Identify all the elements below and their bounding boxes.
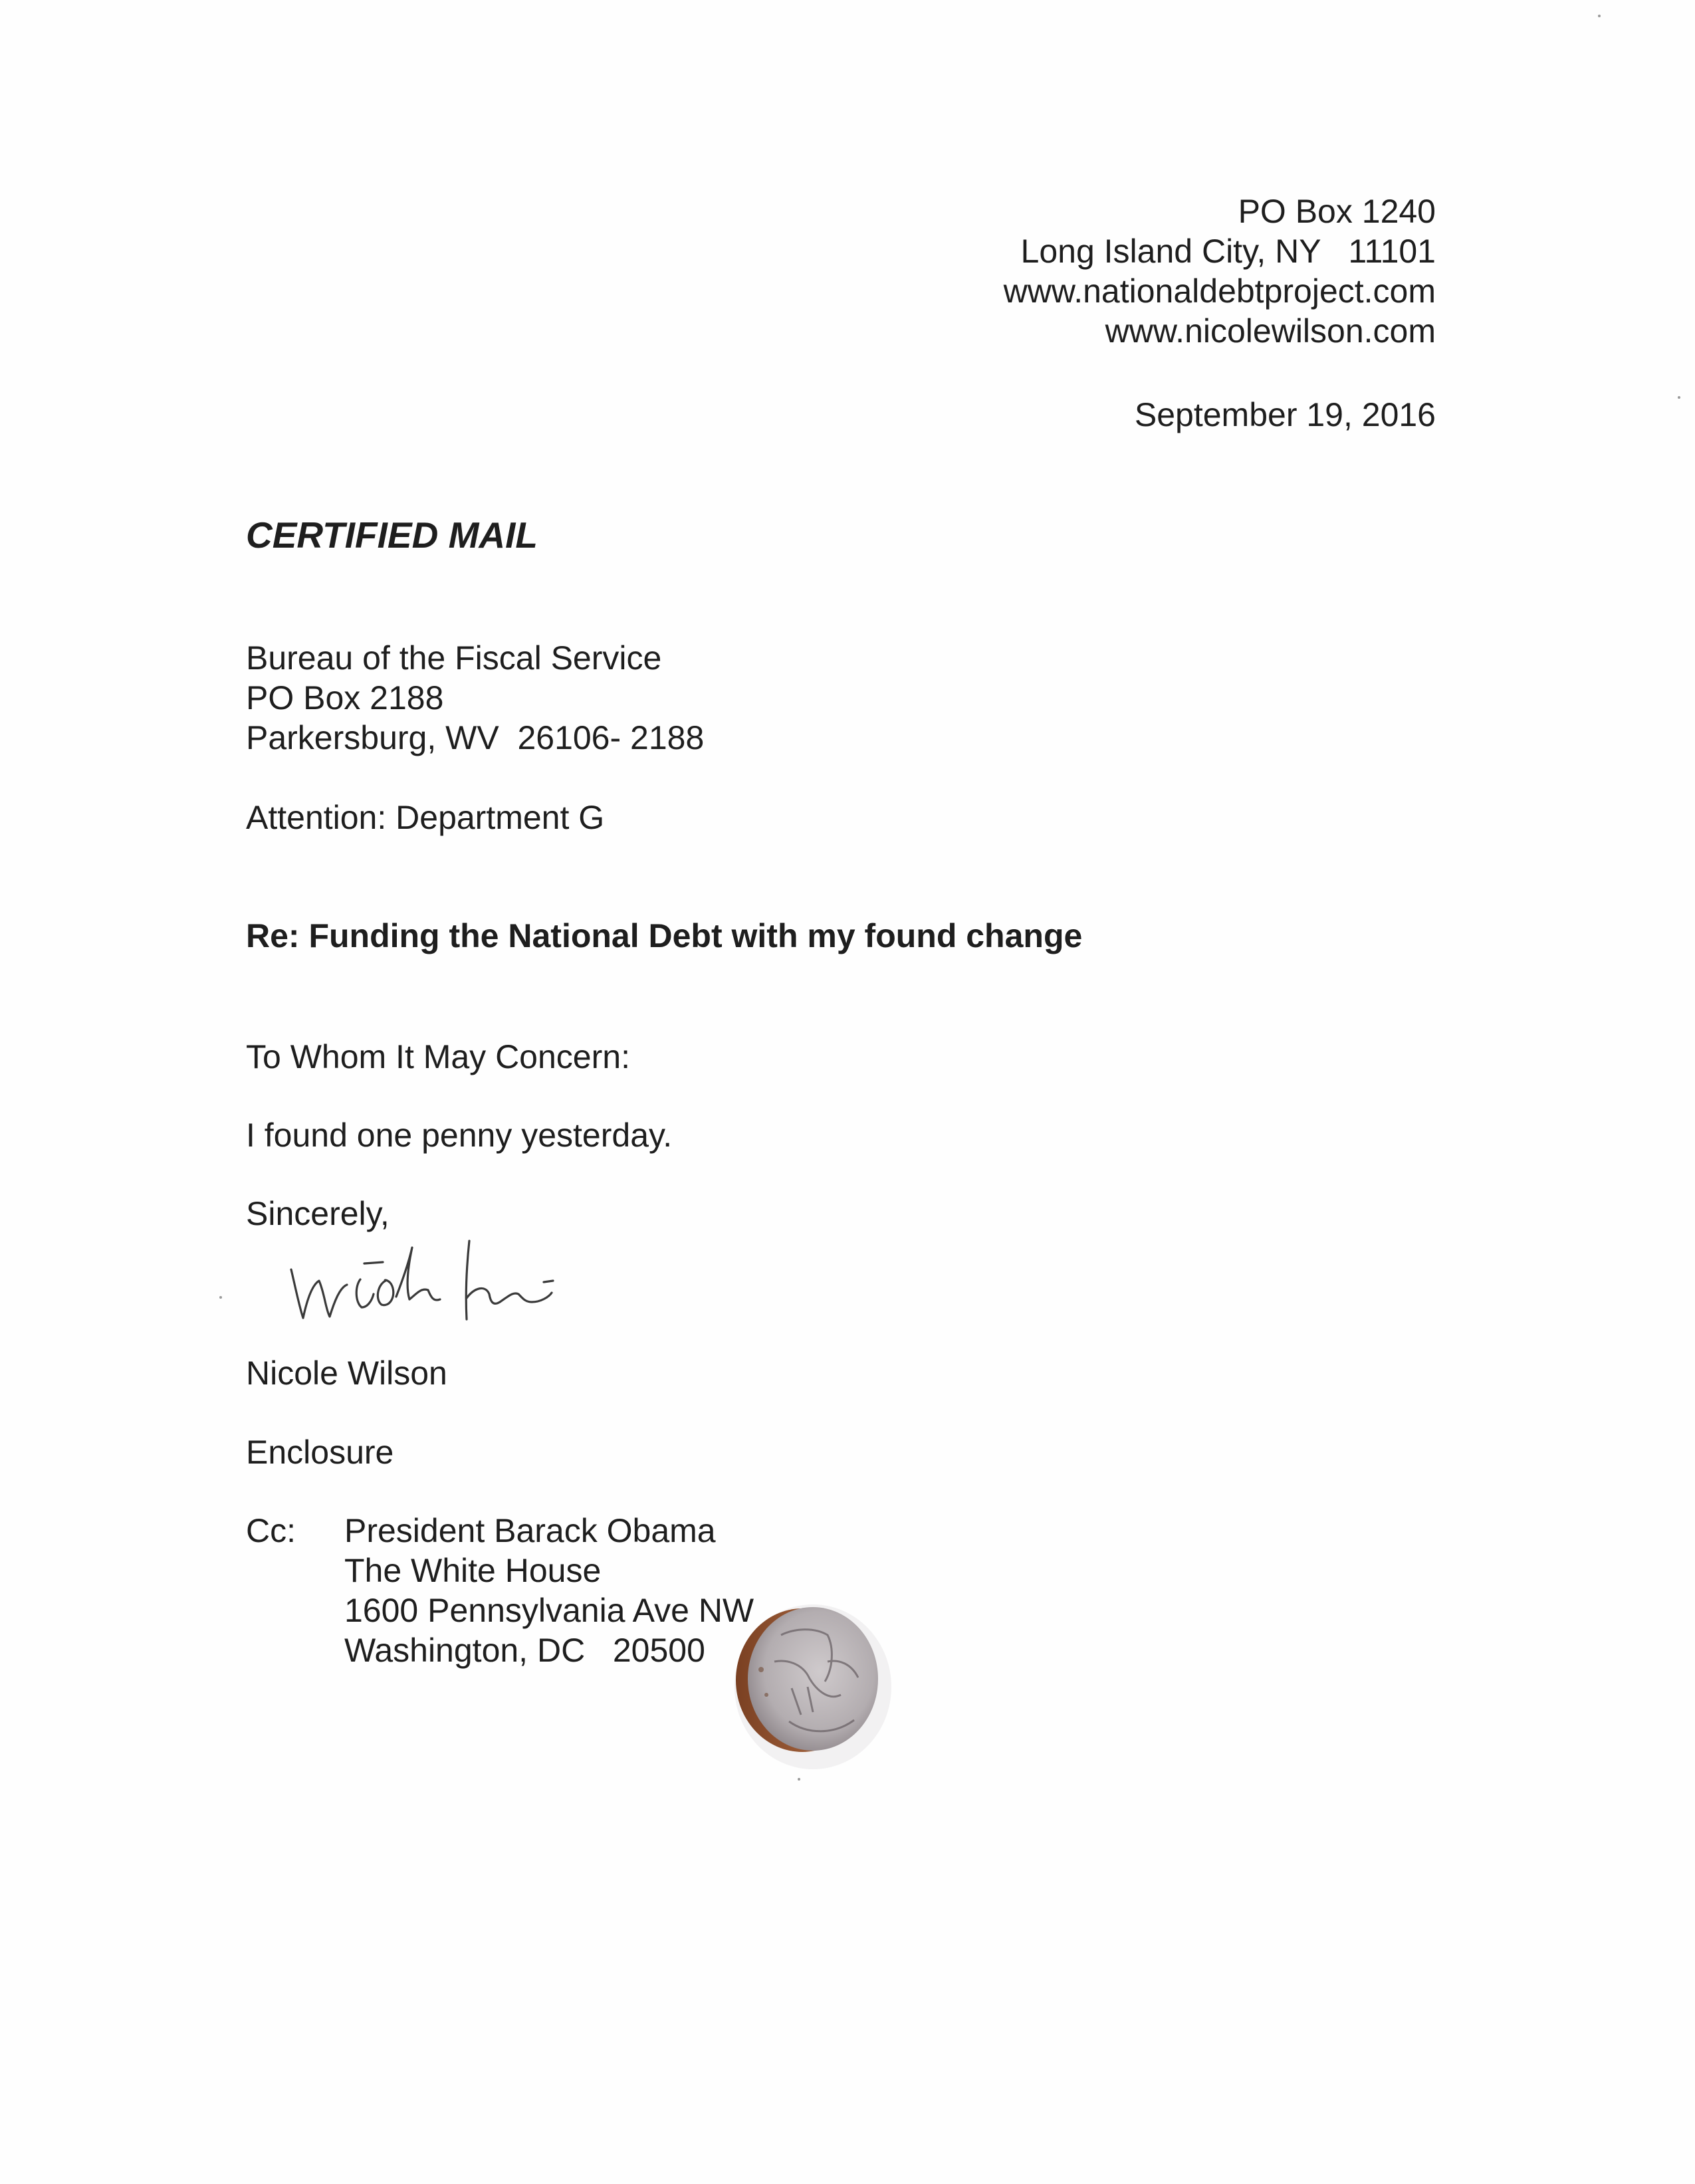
subject-line: Re: Funding the National Debt with my found change: [246, 917, 1083, 954]
sender-website-2: www.nicolewilson.com: [1105, 312, 1436, 350]
sender-address: [1004, 191, 1436, 351]
signer-name: Nicole Wilson: [246, 1355, 447, 1392]
certified-mail-heading: CERTIFIED MAIL: [246, 514, 538, 556]
scan-speck: [1598, 15, 1601, 17]
sender-website-1: www.nationaldebtproject.com: [1003, 273, 1436, 310]
cc-name: President Barack Obama: [344, 1512, 716, 1549]
recipient-org: Bureau of the Fiscal Service: [246, 639, 662, 677]
recipient-city-line: Parkersburg, WV 26106- 2188: [246, 719, 705, 756]
letter-date: September 19, 2016: [1134, 396, 1436, 433]
cc-city-line: Washington, DC 20500: [344, 1632, 705, 1669]
closing: Sincerely,: [246, 1195, 390, 1232]
cc-label: Cc:: [246, 1512, 296, 1549]
cc-org: The White House: [344, 1552, 602, 1589]
enclosure-label: Enclosure: [246, 1434, 394, 1471]
signature-image: [286, 1233, 658, 1346]
scan-speck: [1678, 396, 1680, 399]
cc-address: [344, 1511, 754, 1670]
penny-coin-image: [728, 1595, 894, 1775]
scan-speck: [219, 1296, 222, 1299]
recipient-po-box: PO Box 2188: [246, 679, 444, 716]
body-paragraph: I found one penny yesterday.: [246, 1117, 673, 1154]
cc-street: 1600 Pennsylvania Ave NW: [344, 1592, 754, 1629]
scan-speck: [798, 1778, 800, 1781]
salutation: To Whom It May Concern:: [246, 1038, 630, 1075]
sender-city-line: Long Island City, NY 11101: [1020, 233, 1436, 270]
sender-po-box: PO Box 1240: [1238, 193, 1436, 230]
attention-line: Attention: Department G: [246, 799, 605, 836]
recipient-address: [246, 638, 704, 758]
